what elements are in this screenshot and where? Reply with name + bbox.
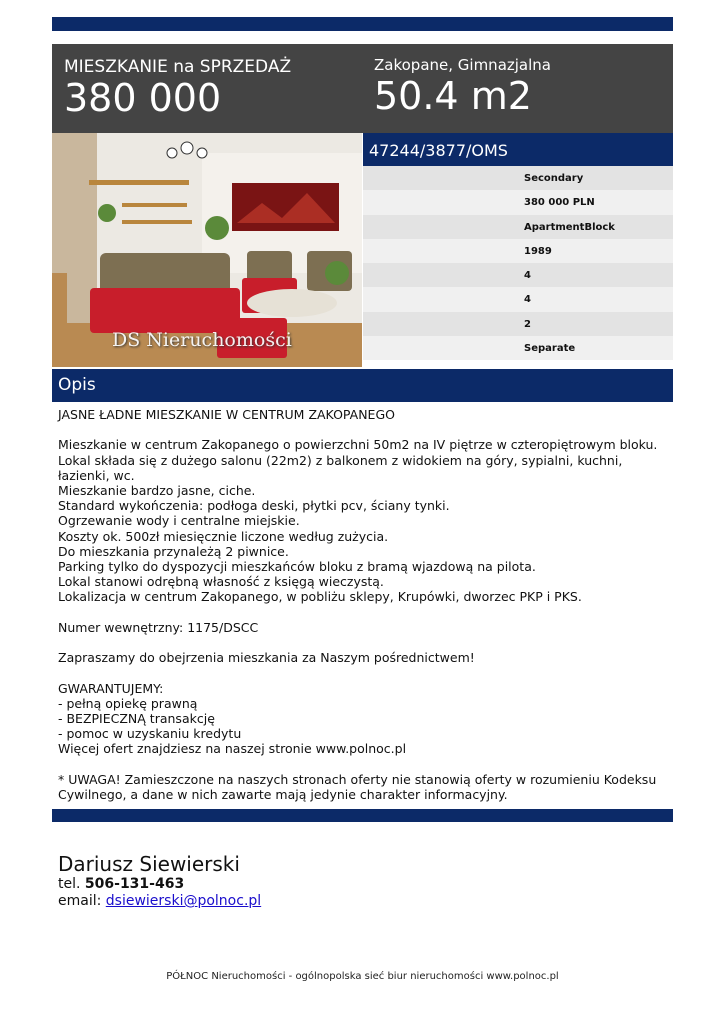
spec-value: 4 [524,294,531,306]
email-label: email: [58,893,102,909]
agent-contact [58,852,261,910]
spec-value: Separate [524,343,576,355]
bottom-accent-bar [52,809,673,822]
description-line: Lokalizacja w centrum Zakopanego, w pobliżu sklepy, Krupówki, dworzec PKP i PKS. [58,589,582,605]
description-spacer [58,605,670,620]
spec-value: 4 [524,270,531,282]
description-section-bar [52,369,673,402]
phone-line [58,876,261,893]
listing-area: 50.4 m2 [374,74,532,118]
spec-row [363,166,673,190]
listing-header [52,44,673,133]
spec-value: ApartmentBlock [524,221,615,233]
description-text [58,407,670,802]
description-spacer [58,422,670,437]
reference-number: 47244/3877/OMS [369,141,508,160]
spec-value: Secondary [524,173,584,184]
spec-row [363,190,673,214]
listing-price: 380 000 [64,76,222,120]
phone-label: tel. [58,876,81,892]
description-spacer [58,757,670,772]
description-line: - pełną opiekę prawną [58,695,198,711]
description-line: Numer wewnętrzny: 1175/DSCC [58,619,259,635]
spec-value: 1989 [524,245,552,257]
spec-row [363,215,673,239]
description-line: Parking tylko do dyspozycji mieszkańców bloku z bramą wjazdową na pilota. [58,559,536,575]
description-line: - pomoc w uzyskaniu kredytu [58,726,242,742]
email-link[interactable]: dsiewierski@polnoc.pl [105,893,262,909]
description-line: Mieszkanie w centrum Zakopanego o powierzchni 50m2 na IV piętrze w czteropiętrowym bloku. [58,437,658,453]
top-accent-bar [52,17,673,31]
description-line: Więcej ofert znajdziesz na naszej stronie www.polnoc.pl [58,741,407,757]
footer-text: PÓŁNOC Nieruchomości - ogólnopolska sieć biur nieruchomości www.polnoc.pl [166,971,559,982]
description-line: Lokal składa się z dużego salonu (22m2) z balkonem z widokiem na góry, sypialni, kuchni, łazienki, wc. [58,452,623,483]
description-line: * UWAGA! Zamieszczone na naszych stronach oferty nie stanowią oferty w rozumieniu Kodeksu Cywilnego, a dane w nich zawarte mają jedynie charakter informacyjny. [58,771,657,802]
spec-value: 2 [524,318,531,330]
spec-row [363,287,673,311]
description-line: - BEZPIECZNĄ transakcję [58,711,215,726]
description-line: JASNE ŁADNE MIESZKANIE W CENTRUM ZAKOPANEGO [58,407,395,422]
listing-type: MIESZKANIE na SPRZEDAŻ [64,57,292,77]
description-line: GWARANTUJEMY: [58,680,164,696]
description-line: Lokal stanowi odrębną własność z księgą wieczystą. [58,574,384,590]
agent-name: Dariusz Siewierski [58,852,240,876]
phone-number[interactable]: 506-131-463 [84,876,185,892]
description-spacer [58,665,670,680]
spec-value: 380 000 PLN [524,197,595,209]
listing-location: Zakopane, Gimnazjalna [374,56,551,74]
email-line [58,893,261,910]
description-line: Standard wykończenia: podłoga deski, płytki pcv, ściany tynki. [58,498,450,514]
section-title: Opis [58,375,96,395]
description-line: Ogrzewanie wody i centralne miejskie. [58,513,300,529]
spec-row [363,239,673,263]
description-spacer [58,635,670,650]
spec-list [363,166,673,360]
description-line: Koszty ok. 500zł miesięcznie liczone według zużycia. [58,528,389,544]
apartment-photo [52,133,362,367]
description-line: Zapraszamy do obejrzenia mieszkania za Naszym pośrednictwem! [58,650,475,666]
spec-row [363,336,673,360]
reference-bar [363,133,673,166]
photo-watermark: DS Nieruchomości [112,329,292,351]
spec-row [363,263,673,287]
description-line: Do mieszkania przynależą 2 piwnice. [58,543,289,559]
description-line: Mieszkanie bardzo jasne, ciche. [58,483,256,498]
spec-row [363,312,673,336]
